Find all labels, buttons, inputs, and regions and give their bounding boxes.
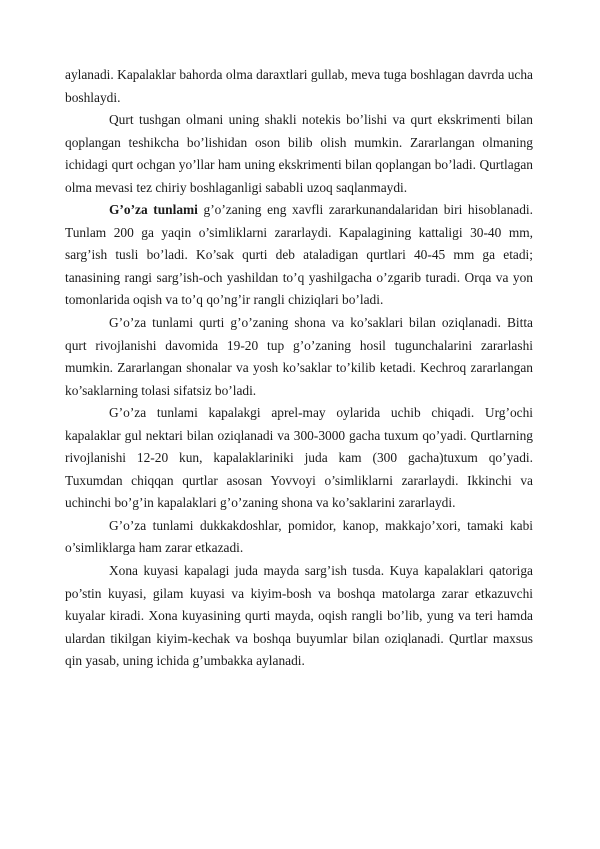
paragraph-cotton-bollworm-text: g’o’zaning eng xavfli zararkunandalaridan biri hisoblanadi. Tunlam 200 ga yaqin o’simliklarni zararlaydi. Kapalagining kattaligi 30-40 mm, sarg’ish tusli bo’ladi. Ko’sak qurti deb ataladigan qurtlari 40-45 mm ga etadi; tanasining rangi sarg’ish-och yashildan to’q yashilgacha o’zgarib turadi. Orqa va yon tomonlarida oqish va to’q qo’ng’ir rangli chiziqlari bo’ladi. [65, 202, 533, 308]
paragraph-cotton-bollworm-intro [65, 199, 533, 312]
body-text [65, 64, 533, 673]
paragraph-clothes-moth: Xona kuyasi kapalagi juda mayda sarg’ish tusda. Kuya kapalaklari qatoriga po’stin kuyasi, gilam kuyasi va kiyim-bosh va boshqa matolarga zarar etkazuvchi kuyalar kiradi. Xona kuyasining qurti mayda, oqish rangli bo’lib, yung va teri hamda ulardan tikilgan kiyim-kechak va boshqa buyumlar bilan oziqlanadi. Qurtlar maxsus qin yasab, uning ichida g’umbakka aylanadi. [65, 563, 533, 669]
paragraph-cotton-bollworm-hosts: G’o’za tunlami dukkakdoshlar, pomidor, kanop, makkajo’xori, tamaki kabi o’simliklarga ham zarar etkazadi. [65, 517, 533, 556]
paragraph-apple-damage: Qurt tushgan olmani uning shakli notekis bo’lishi va qurt ekskrimenti bilan qoplangan teshikcha bo’lishidan oson bilib olish mumkin. Zararlangan olmaning ichidagi qurt ochgan yo’llar ham uning ekskrimenti bilan qoplangan bo’ladi. Qurtlagan olma mevasi tez chiriy boshlaganligi sababli uzoq saqlanmaydi. [65, 112, 533, 195]
paragraph-cotton-bollworm-feeding: G’o’za tunlami qurti g’o’zaning shona va ko’saklari bilan oziqlanadi. Bitta qurt rivojlanishi davomida 19-20 tup g’o’zaning hosil tugunchalarini zararlashi mumkin. Zararlangan shonalar va yosh ko’saklar to’kilib ketadi. Kechroq zararlangan ko’saklarning tolasi sifatsiz bo’ladi. [65, 315, 533, 398]
term-cotton-bollworm: G’o’za tunlami [109, 202, 198, 218]
paragraph-continuation: aylanadi. Kapalaklar bahorda olma daraxtlari gullab, meva tuga boshlagan davrda ucha boshlaydi. [65, 67, 533, 105]
paragraph-cotton-bollworm-lifecycle: G’o’za tunlami kapalakgi aprel-may oylarida uchib chiqadi. Urg’ochi kapalaklar gul nektari bilan oziqlanadi va 300-3000 gacha tuxum qo’yadi. Qurtlarning rivojlanishi 12-20 kun, kapalaklariniki juda kam (300 gacha)tuxum qo’yadi. Tuxumdan chiqqan qurtlar asosan Yovvoyi o’simliklarni zararlaydi. Ikkinchi va uchinchi bo’g’in kapalaklari g’o’zaning shona va ko’saklarini zararlaydi. [65, 405, 533, 511]
